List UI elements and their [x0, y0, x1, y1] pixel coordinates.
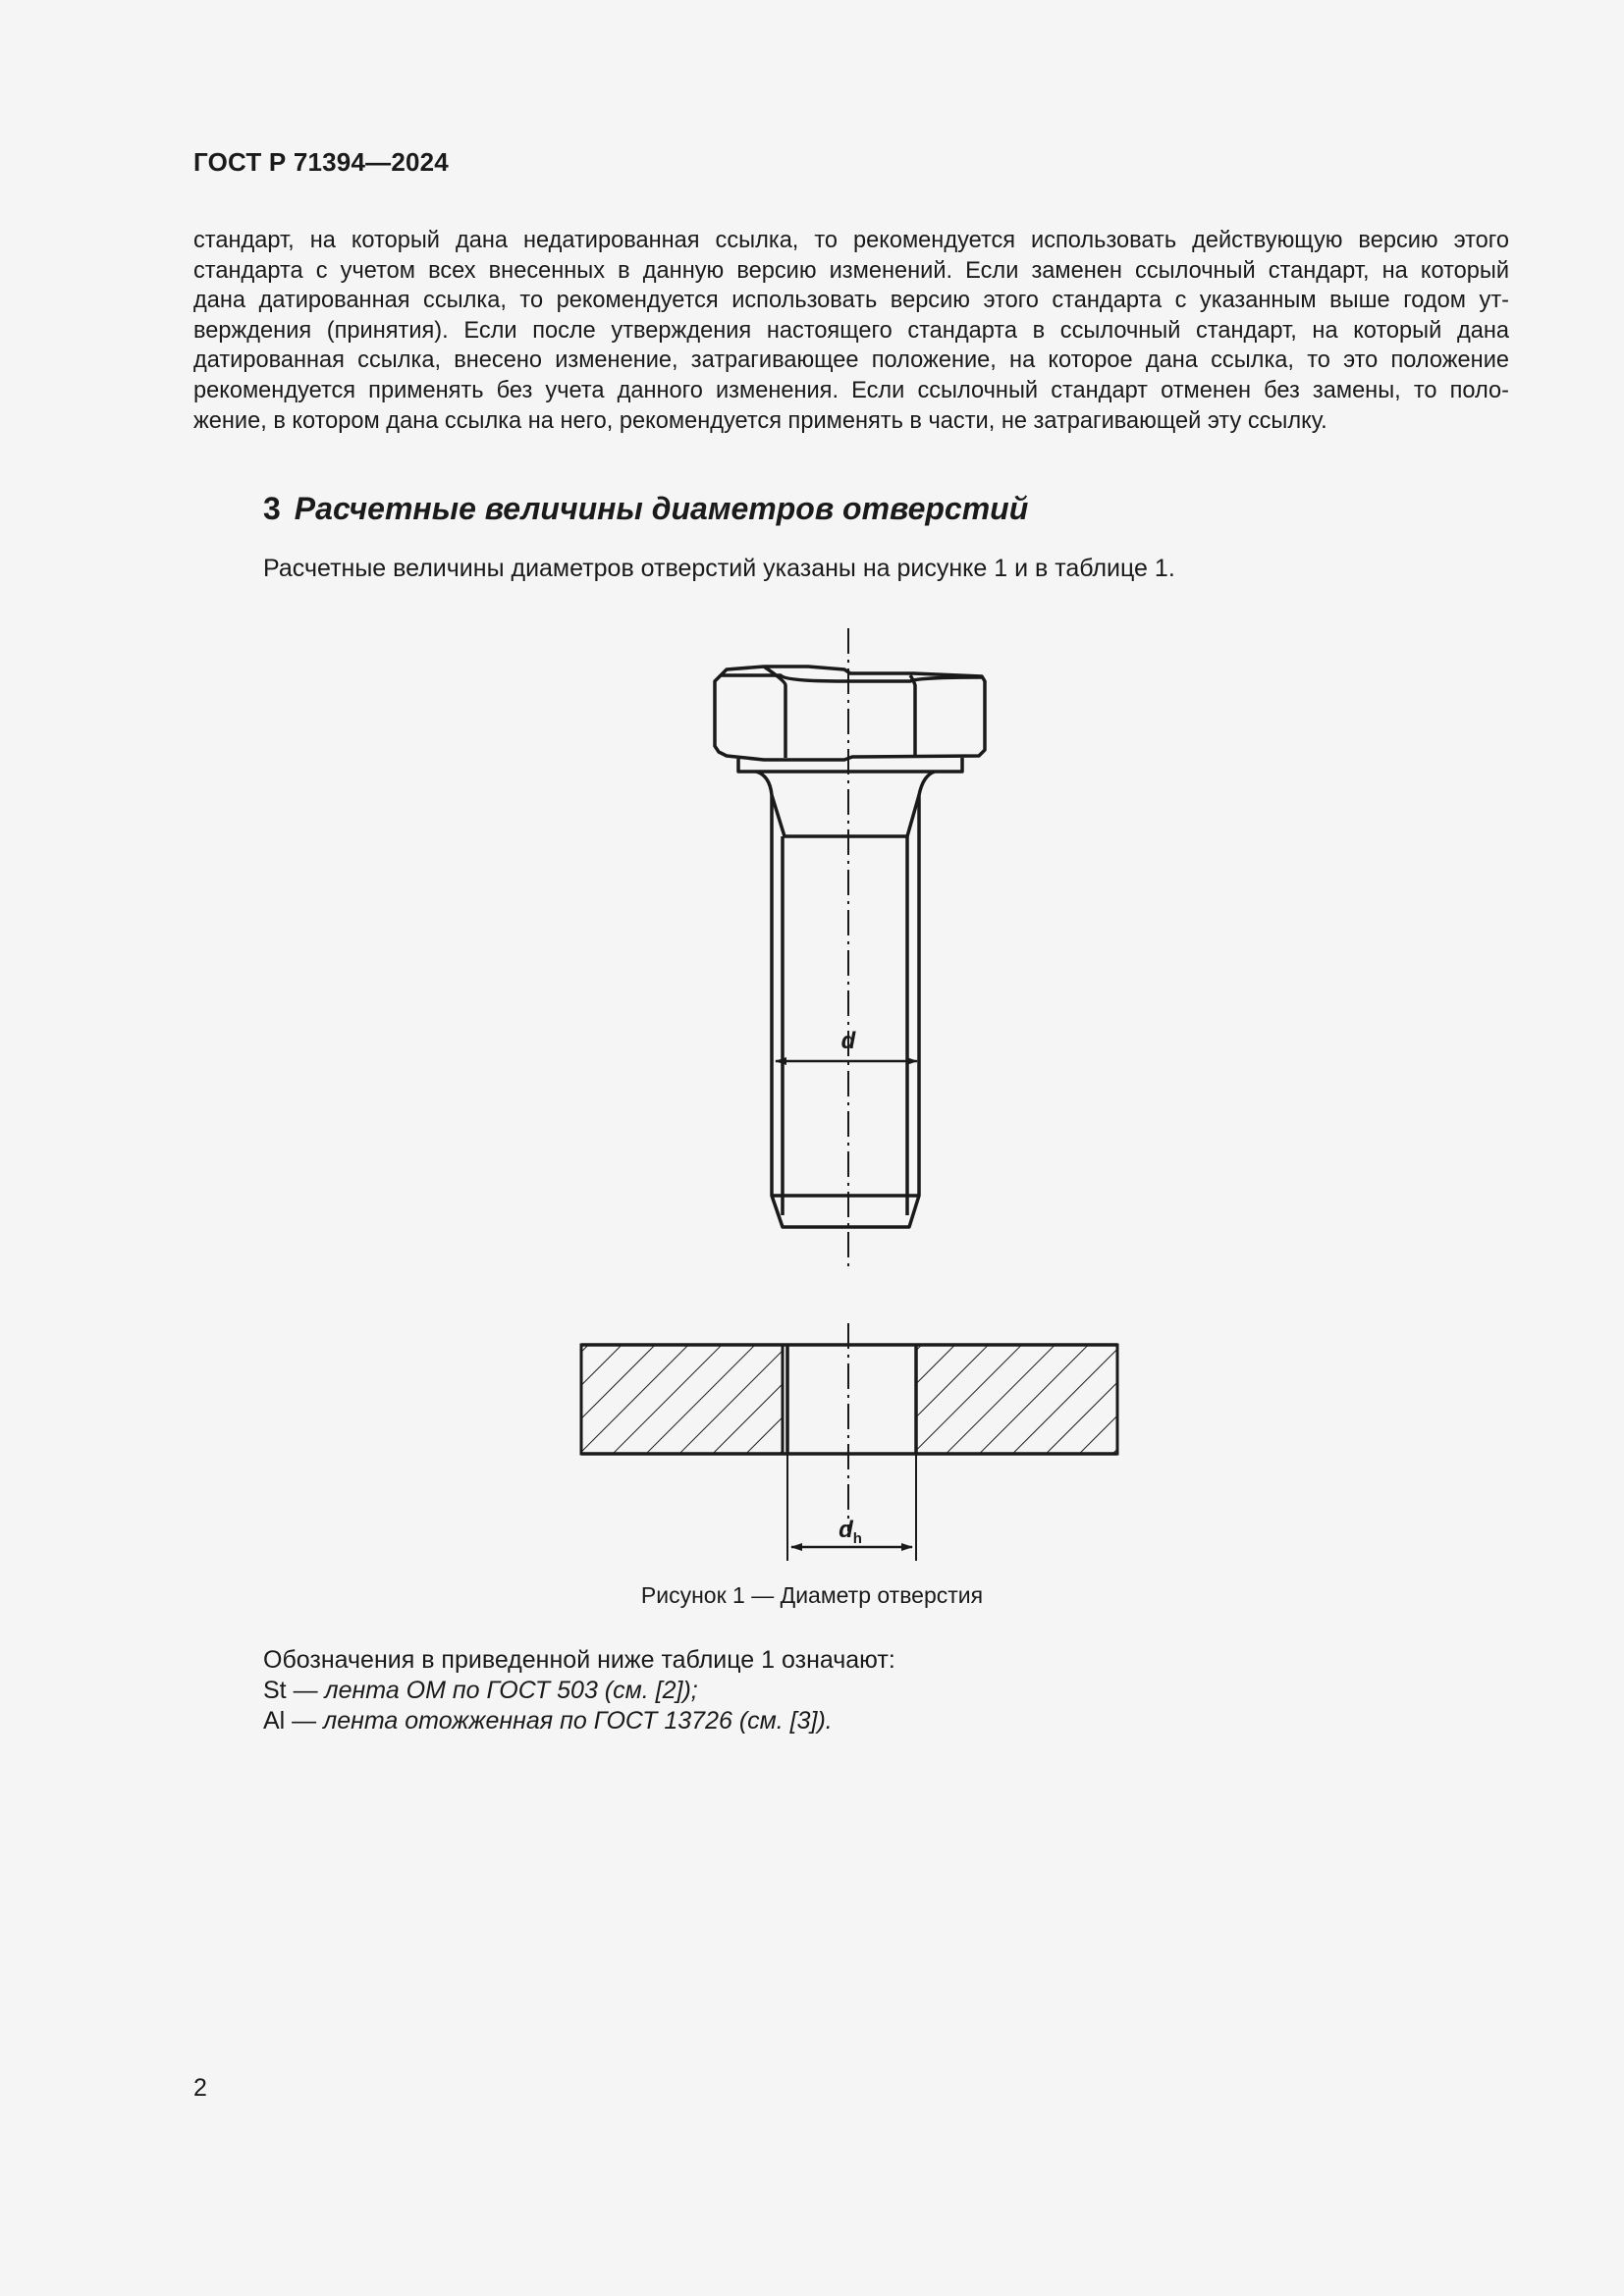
- notation-list: [263, 1645, 895, 1736]
- paragraph-line: стандарт, на который дана недатированная ссылка, то рекомендуется использовать действующую версию этого: [193, 228, 1509, 253]
- notation-definition: лента отожженная по ГОСТ 13726 (см. [3]).: [323, 1707, 833, 1735]
- figure-bolt-hole-diagram: [550, 618, 1139, 1561]
- section-number: 3: [263, 491, 281, 526]
- section-heading: [263, 491, 1028, 527]
- notation-definition: лента ОМ по ГОСТ 503 (см. [2]);: [324, 1677, 698, 1704]
- section-intro: Расчетные величины диаметров отверстий указаны на рисунке 1 и в таблице 1.: [263, 555, 1175, 582]
- notation-item: [263, 1706, 895, 1736]
- body-paragraph: [193, 226, 1509, 436]
- label-d: d: [840, 1028, 856, 1054]
- notation-term: Al —: [263, 1707, 324, 1735]
- paragraph-line: дана датированная ссылка, то рекомендуется использовать версию этого стандарта с указанным выше годом ут-: [193, 288, 1509, 314]
- notation-term: St —: [263, 1677, 325, 1704]
- notation-item: [263, 1676, 895, 1706]
- notation-intro: Обозначения в приведенной ниже таблице 1 означают:: [263, 1646, 895, 1674]
- label-dh: dh: [839, 1517, 862, 1547]
- bolt-drawing: [715, 667, 985, 1227]
- figure-caption: Рисунок 1 — Диаметр отверстия: [640, 1582, 984, 1608]
- paragraph-line: жение, в котором дана ссылка на него, рекомендуется применять в части, не затрагивающей эту ссылку.: [193, 407, 1327, 434]
- page-number: 2: [193, 2074, 207, 2102]
- paragraph-line: рекомендуется применять без учета данного изменения. Если ссылочный стандарт отменен без замены, то поло-: [193, 377, 1509, 403]
- section-title: Расчетные величины диаметров отверстий: [294, 491, 1029, 526]
- document-header: ГОСТ Р 71394—2024: [193, 147, 449, 177]
- paragraph-line: верждения (принятия). Если после утверждения настоящего стандарта в ссылочный стандарт, на который дана: [193, 317, 1509, 344]
- paragraph-line: стандарта с учетом всех внесенных в данную версию изменений. Если заменен ссылочный стандарт, на который: [193, 257, 1509, 284]
- paragraph-line: датированная ссылка, внесено изменение, затрагивающее положение, на которое дана ссылка, то это положение: [193, 347, 1509, 374]
